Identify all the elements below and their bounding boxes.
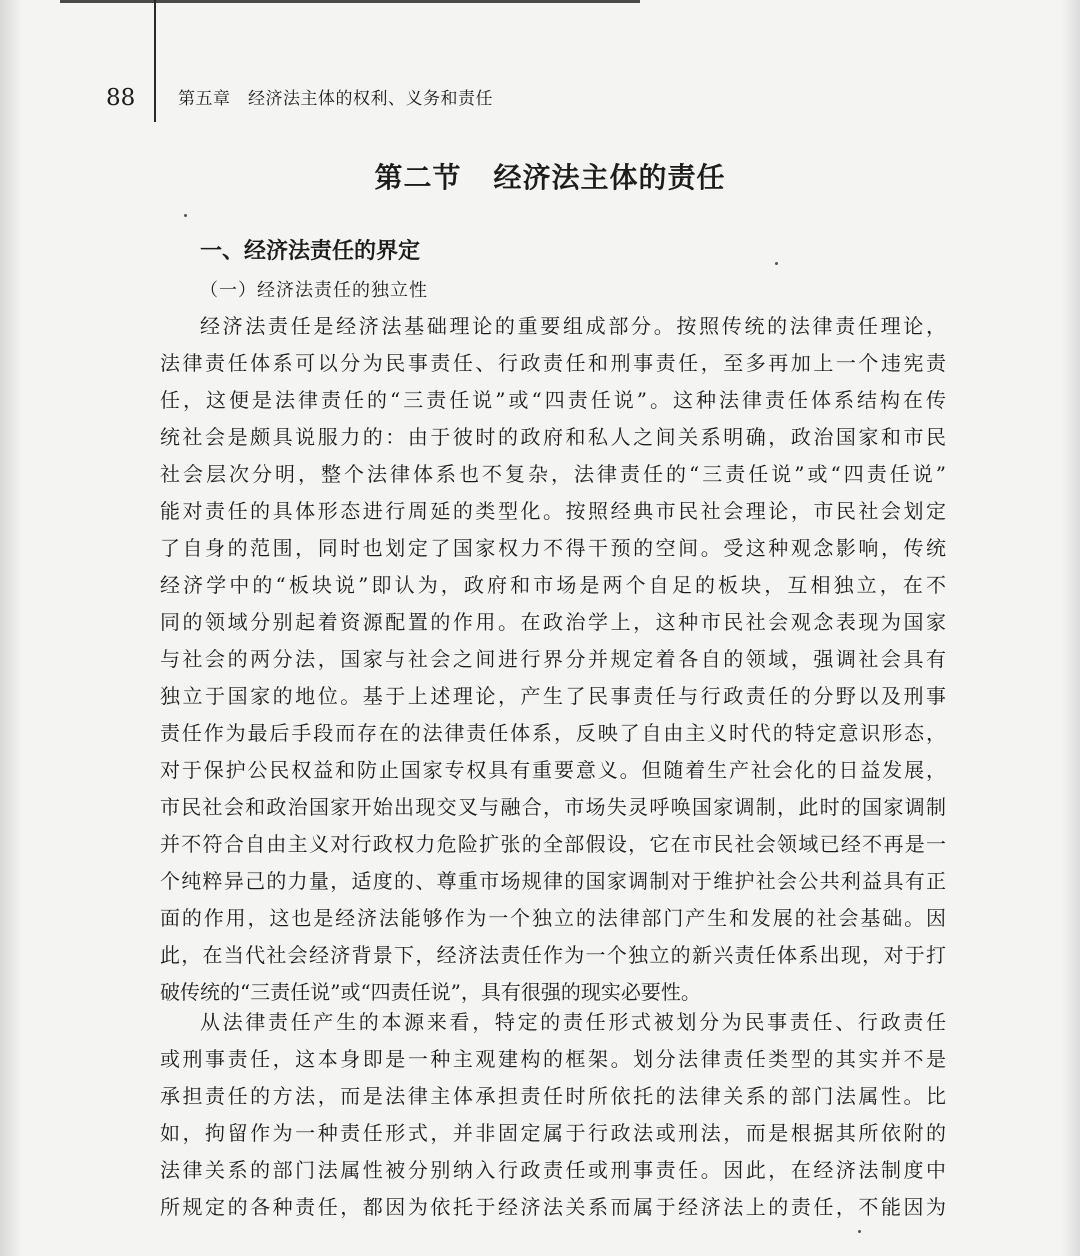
header-vertical-rule <box>154 0 156 122</box>
paragraph-line: 经济法责任是经济法基础理论的重要组成部分。按照传统的法律责任理论， <box>200 314 946 338</box>
paragraph-line: 了自身的范围，同时也划定了国家权力不得干预的空间。受这种观念影响，传统 <box>160 536 946 560</box>
section-title <box>0 158 1080 198</box>
print-speck <box>858 1230 861 1233</box>
paragraph-line: 如，拘留作为一种责任形式，并非固定属于行政法或刑法，而是根据其所依附的 <box>160 1121 946 1145</box>
paragraph-line: 能对责任的具体形态进行周延的类型化。按照经典市民社会理论，市民社会划定 <box>160 499 946 523</box>
paragraph-line: 法律责任体系可以分为民事责任、行政责任和刑事责任，至多再加上一个违宪责 <box>160 351 946 375</box>
paragraph-line: 面的作用，这也是经济法能够作为一个独立的法律部门产生和发展的社会基础。因 <box>160 906 946 930</box>
paragraph-line: 破传统的“三责任说”或“四责任说”，具有很强的现实必要性。 <box>160 980 701 1004</box>
paragraph-line: 并不符合自由主义对行政权力危险扩张的全部假设，它在市民社会领域已经不再是一 <box>160 832 946 856</box>
paragraph-1 <box>160 308 946 1011</box>
paragraph-line: 承担责任的方法，而是法律主体承担责任时所依托的法律关系的部门法属性。比 <box>160 1084 946 1108</box>
running-head: 第五章 经济法主体的权利、义务和责任 <box>178 89 493 109</box>
paragraph-line: 与社会的两分法，国家与社会之间进行界分并规定着各自的领域，强调社会具有 <box>160 647 946 671</box>
paragraph-line: 责任作为最后手段而存在的法律责任体系，反映了自由主义时代的特定意识形态， <box>160 721 946 745</box>
print-speck <box>184 214 187 217</box>
heading-level-1: 一、经济法责任的界定 <box>200 239 421 264</box>
heading-level-2: （一）经济法责任的独立性 <box>200 280 428 301</box>
paragraph-line: 或刑事责任，这本身即是一种主观建构的框架。划分法律责任类型的其实并不是 <box>160 1047 946 1071</box>
paragraph-line: 经济学中的“板块说”即认为，政府和市场是两个自足的板块，互相独立，在不 <box>160 573 946 597</box>
paragraph-2 <box>160 1004 946 1226</box>
paragraph-line: 个纯粹异己的力量，适度的、尊重市场规律的国家调制对于维护社会公共利益具有正 <box>160 869 946 893</box>
paragraph-line: 独立于国家的地位。基于上述理论，产生了民事责任与行政责任的分野以及刑事 <box>160 684 946 708</box>
paragraph-line: 法律关系的部门法属性被分别纳入行政责任或刑事责任。因此，在经济法制度中 <box>160 1158 946 1182</box>
print-speck <box>775 262 778 265</box>
paragraph-line: 所规定的各种责任，都因为依托于经济法关系而属于经济法上的责任，不能因为 <box>160 1195 946 1219</box>
page-number: 88 <box>106 85 136 111</box>
section-number: 第二节 <box>374 161 462 194</box>
paragraph-line: 同的领域分别起着资源配置的作用。在政治学上，这种市民社会观念表现为国家 <box>160 610 946 634</box>
paragraph-line: 统社会是颇具说服力的：由于彼时的政府和私人之间关系明确，政治国家和市民 <box>160 425 946 449</box>
paragraph-line: 市民社会和政治国家开始出现交叉与融合，市场失灵呼唤国家调制，此时的国家调制 <box>160 795 946 819</box>
paragraph-line: 从法律责任产生的本源来看，特定的责任形式被划分为民事责任、行政责任 <box>200 1010 946 1034</box>
page-top-edge <box>60 0 640 3</box>
section-name: 经济法主体的责任 <box>493 161 726 194</box>
paragraph-line: 任，这便是法律责任的“三责任说”或“四责任说”。这种法律责任体系结构在传 <box>160 388 946 412</box>
paragraph-line: 对于保护公民权益和防止国家专权具有重要意义。但随着生产社会化的日益发展， <box>160 758 946 782</box>
paragraph-line: 此，在当代社会经济背景下，经济法责任作为一个独立的新兴责任体系出现，对于打 <box>160 943 946 967</box>
paragraph-line: 社会层次分明，整个法律体系也不复杂，法律责任的“三责任说”或“四责任说” <box>160 462 946 486</box>
